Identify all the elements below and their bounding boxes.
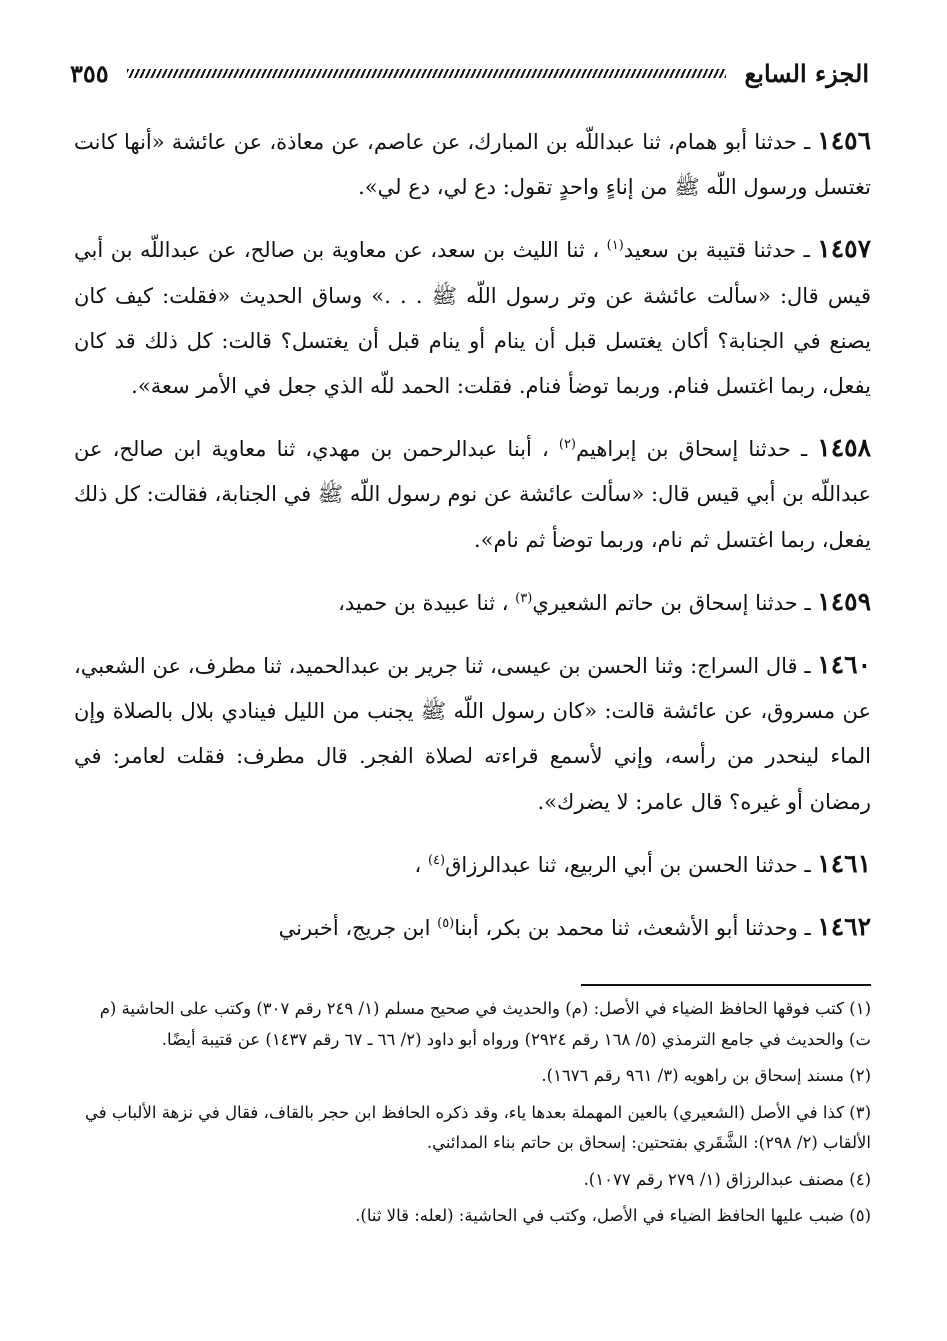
hadith-1459 xyxy=(74,579,871,626)
hadith-text: ، xyxy=(414,852,428,877)
hadith-text: ـ وحدثنا أبو الأشعث، ثنا محمد بن بكر، أبنا xyxy=(454,916,818,941)
hadith-number: ١٤٦٢ xyxy=(817,912,871,942)
footnotes xyxy=(74,994,871,1238)
hadith-text: ، أبنا عبدالرحمن بن مهدي، ثنا معاوية ابن صالح، عن عبداللّه بن أبي قيس قال: «سألت عائشة عن نوم رسول اللّه ﷺ في الجنابة، فقالت: كل ذلك يفعل، ربما اغتسل ثم نام، وربما توضأ ثم نام». xyxy=(73,437,871,552)
hadith-number: ١٤٦٠ xyxy=(817,650,871,680)
hadith-text: ، ثنا الليث بن سعد، عن معاوية بن صالح، عن عبداللّه بن أبي قيس قال: «سألت عائشة عن وتر رسول اللّه ﷺ . . .» وساق الحديث «فقلت: كيف كان يصنع في الجنابة؟ أكان يغتسل قبل أن ينام أو ينام قبل أن يغتسل؟ قالت: كل ذلك قد كان يفعل، ربما اغتسل فنام. وربما توضأ فنام. فقلت: الحمد للّه الذي جعل في الأمر سعة». xyxy=(74,238,871,399)
footnote-5: (٥) ضبب عليها الحافظ الضياء في الأصل، وكتب في الحاشية: (لعله: قالا ثنا). xyxy=(355,1206,871,1225)
hadith-text: ـ حدثنا الحسن بن أبي الربيع، ثنا عبدالرزاق xyxy=(445,852,818,877)
hadith-1461 xyxy=(74,841,871,888)
hadith-1456 xyxy=(74,118,871,210)
footnote-2: (٢) مسند إسحاق بن راهويه (٣/ ٩٦١ رقم ١٦٧٦). xyxy=(541,1066,871,1085)
footnote-ref: (٢) xyxy=(558,437,576,453)
hadith-number: ١٤٦١ xyxy=(817,848,871,878)
hadith-number: ١٤٥٦ xyxy=(817,126,871,155)
hadith-text: ـ حدثنا إسحاق بن حاتم الشعيري xyxy=(532,590,818,615)
hadith-text: ، ثنا عبيدة بن حميد، xyxy=(338,590,516,615)
hadith-number: ١٤٥٩ xyxy=(817,586,871,616)
part-title: الجزء السابع xyxy=(744,58,869,88)
footnote-ref: (١) xyxy=(606,238,624,254)
footnote-ref: (٣) xyxy=(515,590,533,606)
hadith-text: ـ حدثنا أبو همام، ثنا عبداللّه بن المبارك، عن عاصم، عن معاذة، عن عائشة «أنها كانت تغتسل ورسول اللّه ﷺ من إناءٍ واحدٍ تقول: دع لي، دع لي». xyxy=(74,130,871,200)
footnote-3: (٣) كذا في الأصل (الشعيري) بالعين المهملة بعدها ياء، وقد ذكره الحافظ ابن حجر بالقاف، فقال في نزهة الألباب في الألقاب (٢/ ٢٩٨): الشَّقَري بفتحتين: إسحاق بن حاتم بناء المدائني. xyxy=(85,1102,871,1152)
hadith-text: ـ قال السراج: وثنا الحسن بن عيسى، ثنا جرير بن عبدالحميد، ثنا مطرف، عن الشعبي، عن مسروق، عن عائشة قالت: «كان رسول اللّه ﷺ يجنب من الليل فينادي بلال بالصلاة وإن الماء لينحدر من رأسه، وإني لأسمع قراءته لصلاة الفجر. قال مطرف: فقلت لعامر: في رمضان أو غيره؟ قال عامر: لا يضرك». xyxy=(74,654,871,814)
footnote-ref: (٥) xyxy=(437,916,455,932)
footnote-4: (٤) مصنف عبدالرزاق (١/ ٢٧٩ رقم ١٠٧٧). xyxy=(583,1169,871,1189)
hadith-text: ـ حدثنا قتيبة بن سعيد xyxy=(623,238,818,263)
running-head xyxy=(70,46,869,100)
hadith-text: ابن جريج، أخبرني xyxy=(278,916,438,941)
hadith-1460 xyxy=(74,642,871,825)
hadith-1457 xyxy=(74,226,871,409)
hadith-number: ١٤٥٨ xyxy=(817,433,871,463)
footnote-divider xyxy=(581,984,871,986)
header-ornament-rule xyxy=(127,69,727,78)
footnote-1: (١) كتب فوقها الحافظ الضياء في الأصل: (م) والحديث في صحيح مسلم (١/ ٢٤٩ رقم ٣٠٧) وكتب على الحاشية (م ت) والحديث في جامع الترمذي (٥/ ١٦٨ رقم ٢٩٢٤) ورواه أبو داود (٢/ ٦٦ ـ ٦٧ رقم ١٤٣٧) عن قتيبة أيضًا. xyxy=(99,999,871,1049)
hadith-text: ـ حدثنا إسحاق بن إبراهيم xyxy=(576,437,818,462)
hadith-1458 xyxy=(74,425,871,563)
page-number: ٣٥٥ xyxy=(70,58,109,88)
main-text xyxy=(74,118,871,967)
hadith-1462 xyxy=(74,904,871,951)
hadith-number: ١٤٥٧ xyxy=(817,234,871,264)
footnote-ref: (٤) xyxy=(427,852,446,868)
